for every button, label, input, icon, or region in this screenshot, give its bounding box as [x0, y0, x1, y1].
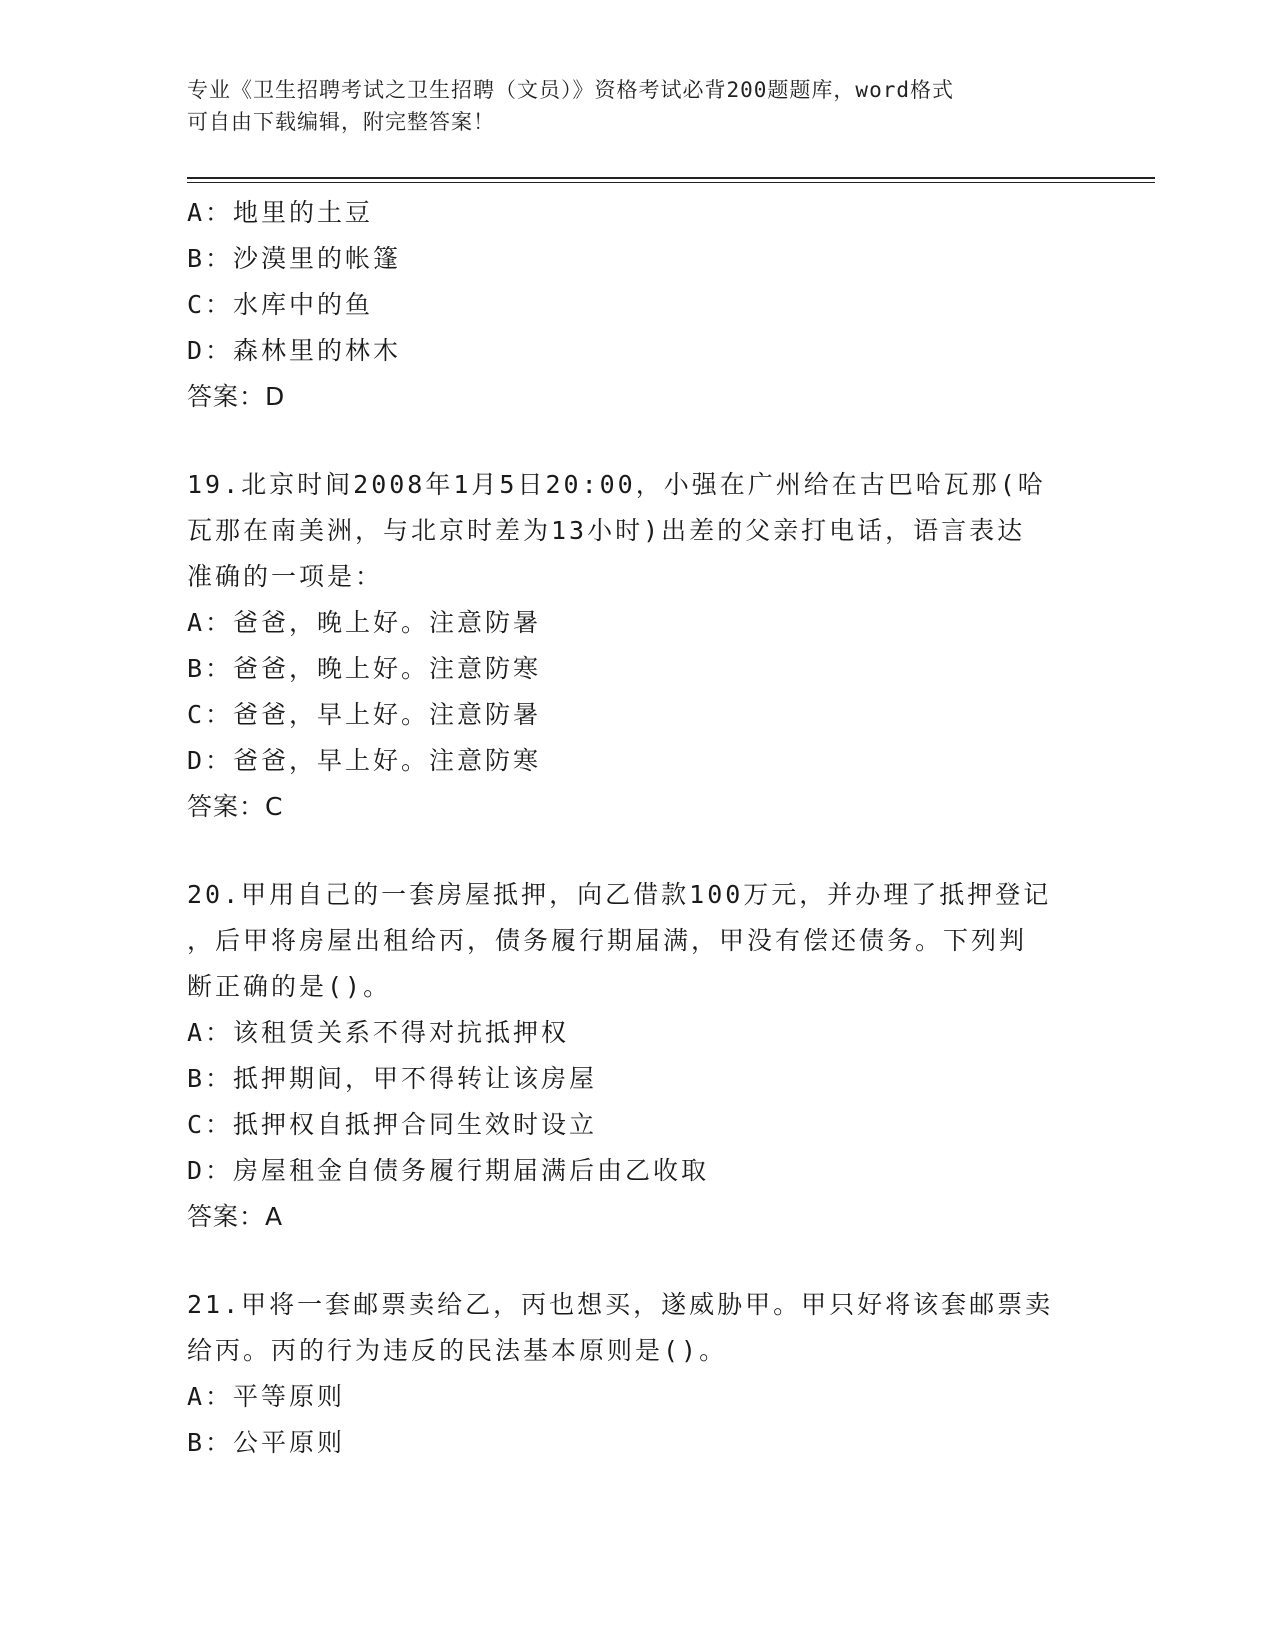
header-divider-thin: [187, 182, 1155, 183]
document-header: [187, 74, 1087, 138]
option-b: B：公平原则: [187, 1428, 346, 1457]
option-a: A：地里的土豆: [187, 198, 374, 227]
answer: 答案：D: [187, 382, 286, 411]
option-d: D：爸爸，早上好。注意防寒: [187, 746, 542, 775]
question-text: [187, 872, 1087, 1010]
option-b: B：爸爸，晚上好。注意防寒: [187, 654, 542, 683]
question-text: [187, 1282, 1087, 1374]
option-a: A：平等原则: [187, 1382, 346, 1411]
option-c: C：抵押权自抵押合同生效时设立: [187, 1110, 598, 1139]
option-b: B：沙漠里的帐篷: [187, 244, 402, 273]
question-21: [187, 1282, 1087, 1466]
answer: 答案：C: [187, 792, 284, 821]
spacer: [187, 1240, 1087, 1282]
question-line: 21.甲将一套邮票卖给乙，丙也想买，遂威胁甲。甲只好将该套邮票卖: [187, 1290, 1054, 1319]
answer: 答案：A: [187, 1202, 284, 1231]
question-text: [187, 462, 1087, 600]
spacer: [187, 420, 1087, 462]
question-20: [187, 872, 1087, 1240]
question-line: 给丙。丙的行为违反的民法基本原则是()。: [187, 1336, 728, 1365]
question-line: 19.北京时间2008年1月5日20:00，小强在广州给在古巴哈瓦那(哈: [187, 470, 1046, 499]
option-c: C：爸爸，早上好。注意防暑: [187, 700, 542, 729]
option-a: A：爸爸，晚上好。注意防暑: [187, 608, 542, 637]
option-d: D：森林里的林木: [187, 336, 402, 365]
question-line: 20.甲用自己的一套房屋抵押，向乙借款100万元，并办理了抵押登记: [187, 880, 1052, 909]
header-divider: [187, 177, 1155, 179]
question-19: [187, 462, 1087, 830]
option-d: D：房屋租金自债务履行期届满后由乙收取: [187, 1156, 710, 1185]
question-list: [187, 190, 1087, 1466]
question-line: ，后甲将房屋出租给丙，债务履行期届满，甲没有偿还债务。下列判: [187, 926, 1028, 955]
option-b: B：抵押期间，甲不得转让该房屋: [187, 1064, 598, 1093]
spacer: [187, 830, 1087, 872]
option-a: A：该租赁关系不得对抗抵押权: [187, 1018, 570, 1047]
header-line-1: 专业《卫生招聘考试之卫生招聘（文员）》资格考试必背200题题库，word格式: [187, 78, 954, 102]
question-line: 断正确的是()。: [187, 972, 392, 1001]
option-c: C：水库中的鱼: [187, 290, 374, 319]
question-line: 准确的一项是：: [187, 562, 384, 591]
question-line: 瓦那在南美洲，与北京时差为13小时)出差的父亲打电话，语言表达: [187, 516, 1026, 545]
header-line-2: 可自由下载编辑，附完整答案！: [187, 110, 495, 134]
question-18: [187, 190, 1087, 420]
